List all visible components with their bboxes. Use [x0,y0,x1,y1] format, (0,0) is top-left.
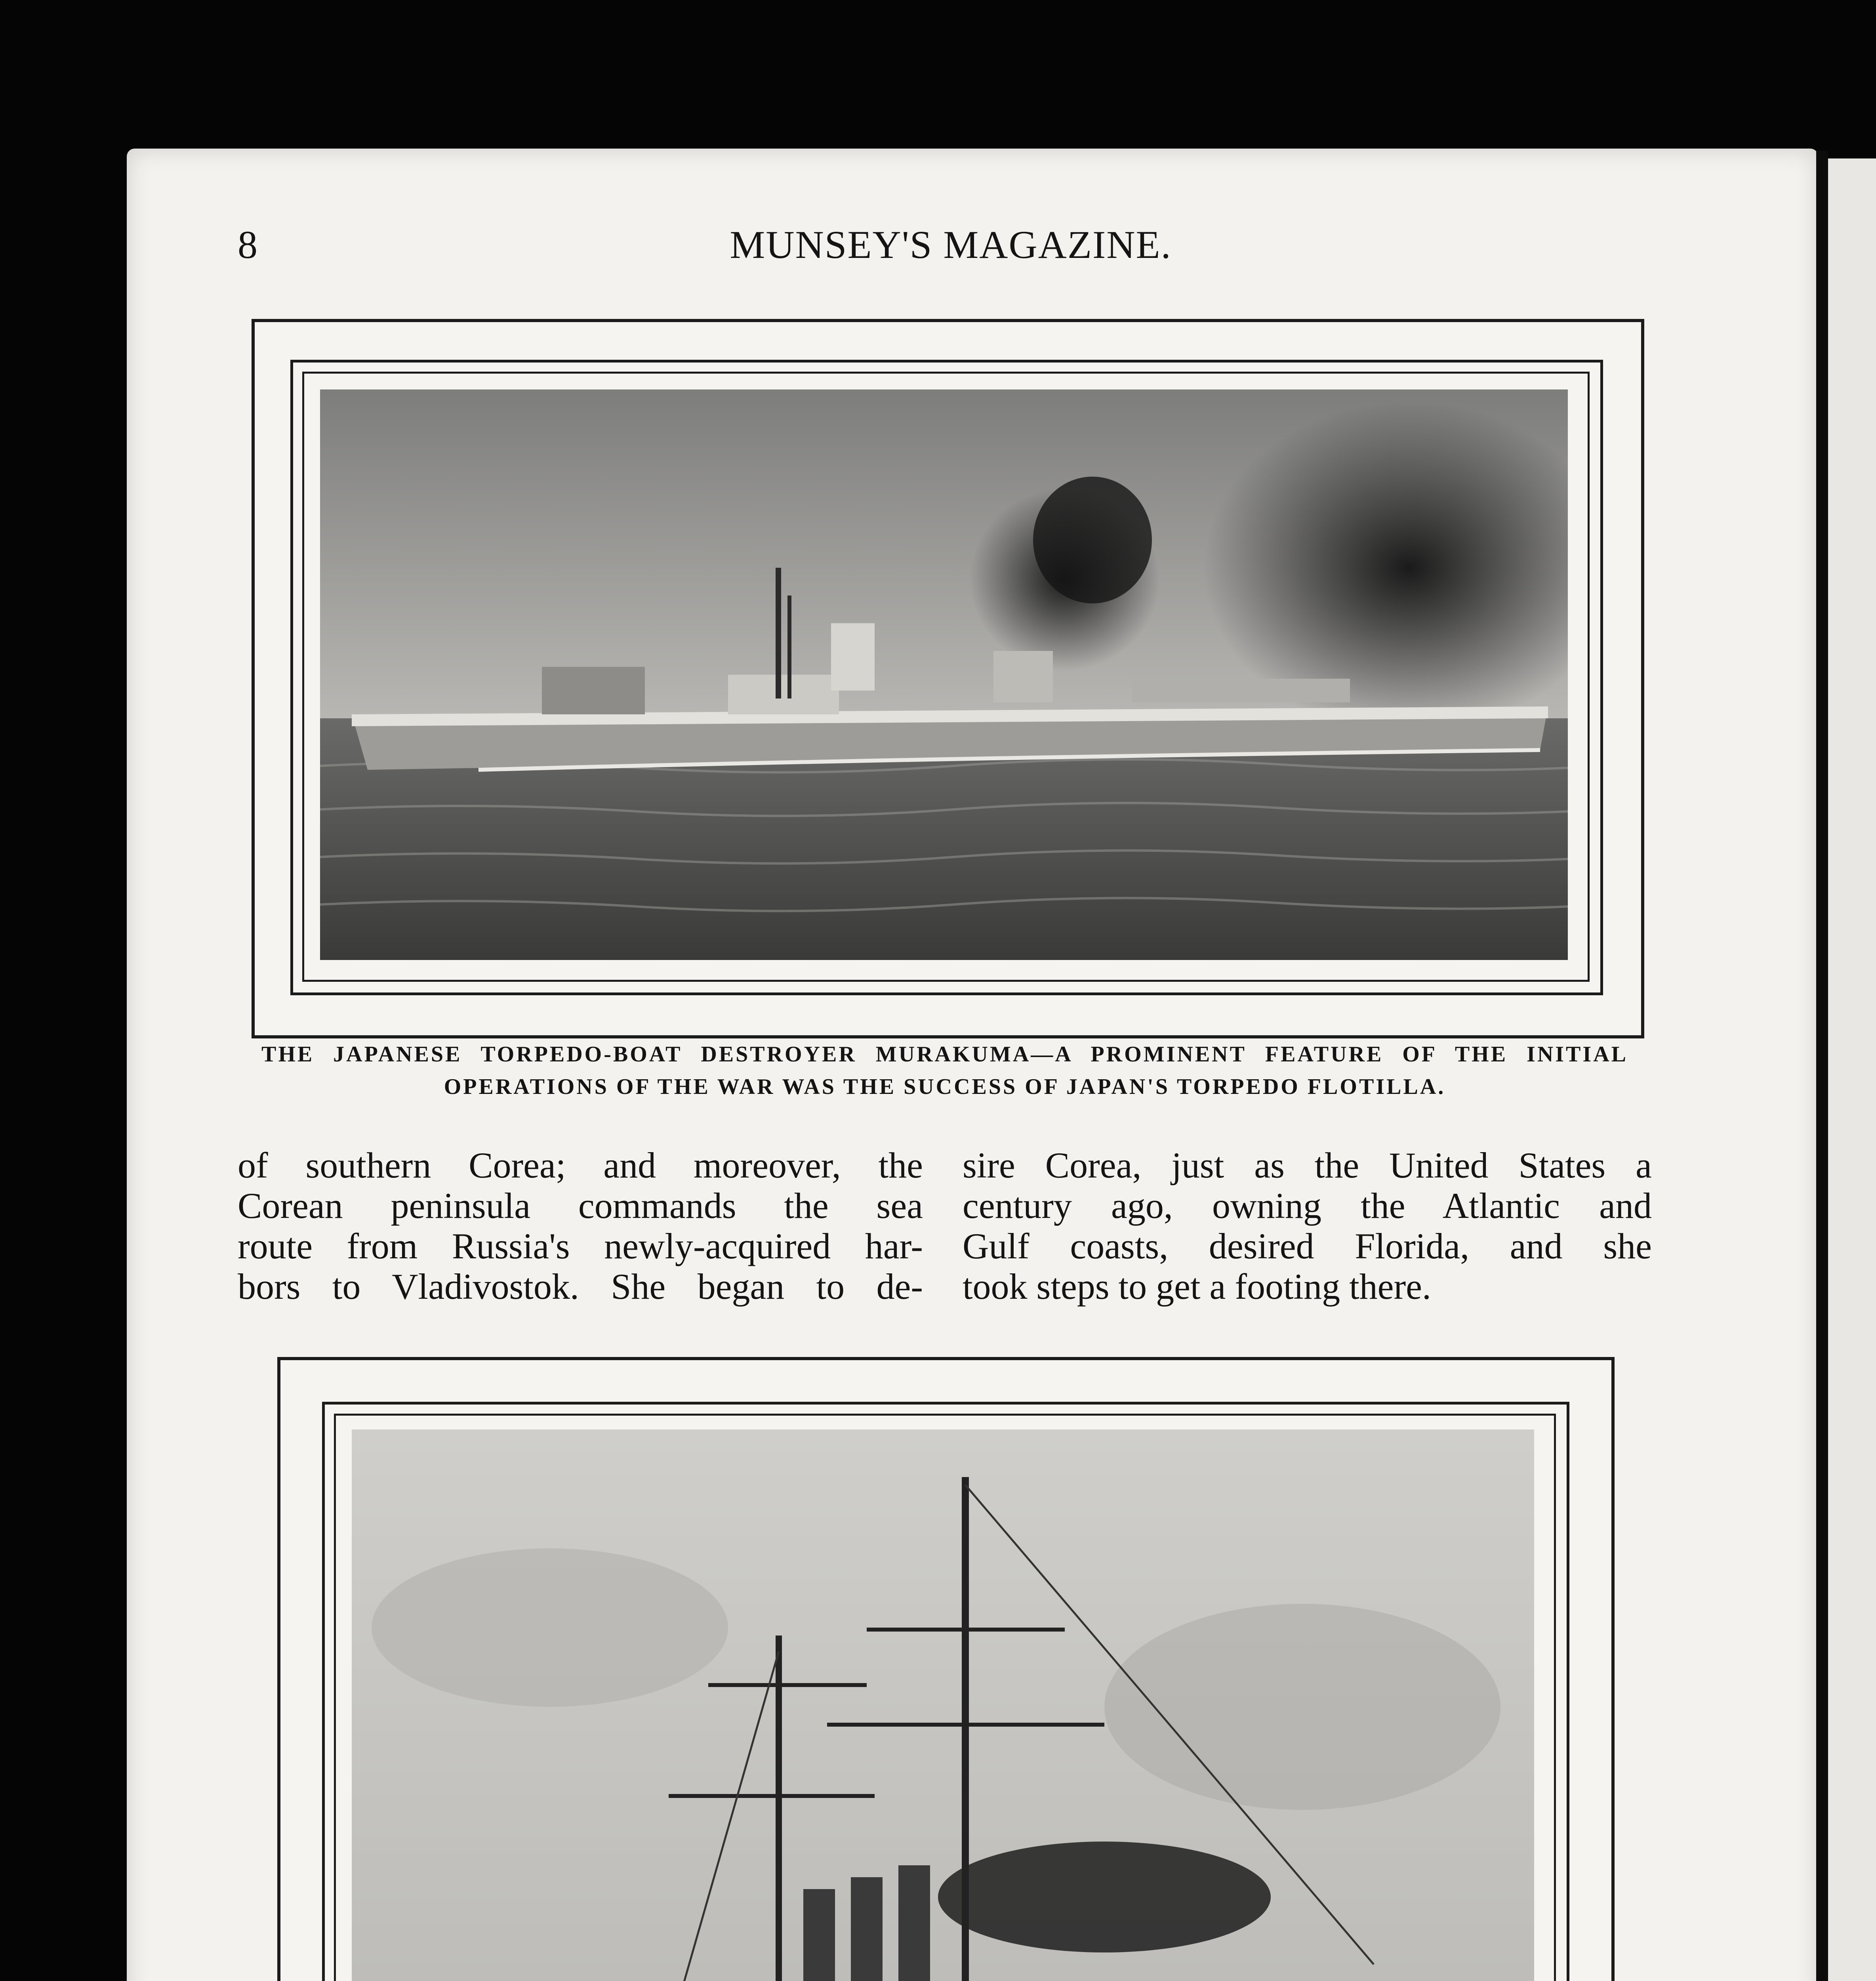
running-head: MUNSEY'S MAGAZINE. [730,223,1172,267]
battleship-and-junk-illustration [352,1429,1534,1981]
left-col-line-3: route from Russia's newly-acquired har- [238,1226,923,1266]
page-number: 8 [238,223,257,267]
right-col-line-1: sire Corea, just as the United States a [963,1145,1652,1185]
left-col-line-4: bors to Vladivostok. She began to de- [238,1266,923,1307]
left-col-line-2: Corean peninsula commands the sea [238,1185,923,1226]
right-col-line-3: Gulf coasts, desired Florida, and she [963,1226,1652,1266]
left-col-line-1: of southern Corea; and moreover, the [238,1145,923,1185]
text-column-left [238,1145,923,1307]
facing-page-edge [1828,158,1876,1981]
figure-2-frame [277,1357,1615,1981]
figure-1-frame [252,319,1644,1038]
text-column-right [963,1145,1652,1307]
torpedo-boat-destroyer-photo [320,389,1568,960]
right-col-line-2: century ago, owning the Atlantic and [963,1185,1652,1226]
figure-1-caption-line-2: OPERATIONS OF THE WAR WAS THE SUCCESS OF JAPAN'S TORPEDO FLOTILLA. [444,1074,1446,1099]
figure-1-caption-2 [261,1071,1628,1103]
figure-1-caption-line-1: THE JAPANESE TORPEDO-BOAT DESTROYER MURAKUMA—A PROMINENT FEATURE OF THE INITIAL [261,1042,1628,1067]
book-gutter [1816,151,1828,1981]
figure-1-caption [261,1038,1628,1071]
right-col-line-4: took steps to get a footing there. [963,1266,1431,1307]
